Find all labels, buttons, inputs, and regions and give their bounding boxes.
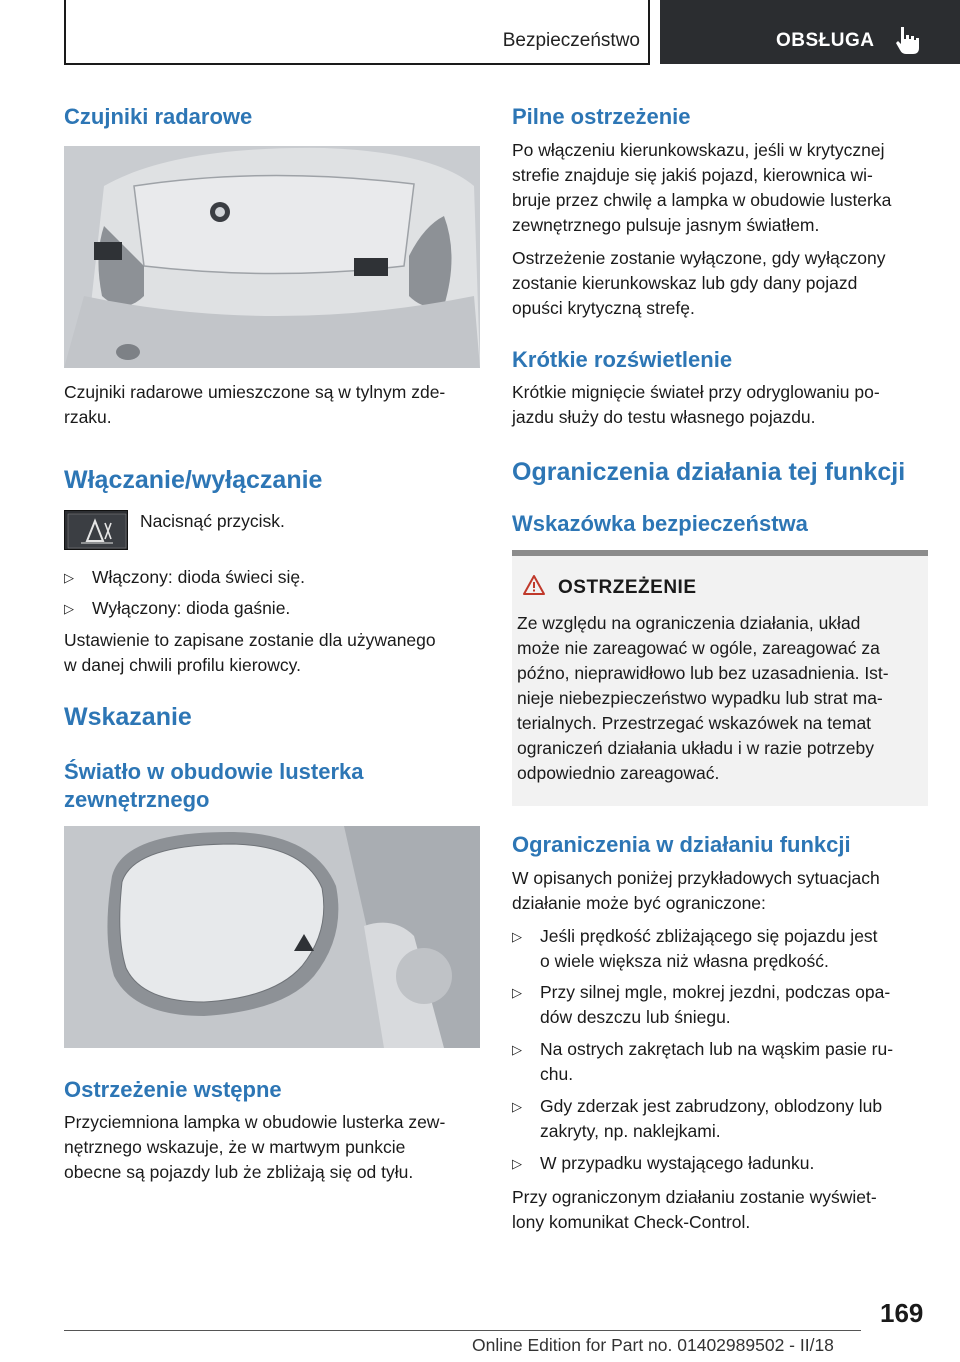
warning-title: OSTRZEŻENIE	[558, 577, 697, 598]
footer-edition: Online Edition for Part no. 01402989502 - II/18	[472, 1335, 834, 1355]
warning-off-line-1: Ostrzeżenie zostanie wyłączone, gdy wyłączony	[512, 248, 886, 268]
setting-note	[64, 628, 482, 678]
warning-line-5: terialnych. Przestrzegać wskazówek na temat	[517, 713, 872, 733]
hand-pointer-icon	[892, 24, 922, 56]
heading-function-limits: Ograniczenia działania tej funkcji	[512, 458, 906, 486]
bullet-triangle-icon: ▷	[512, 1099, 522, 1114]
list-item-line: o wiele większa niż własna prędkość.	[540, 951, 829, 971]
footer-rule	[64, 1330, 861, 1331]
short-flash-line-2: jazdu służy do testu własnego pojazdu.	[512, 407, 816, 427]
warning-off-line-2: zostanie kierunkowskaz lub gdy dany pojazd	[512, 273, 858, 293]
warning-line-7: odpowiednio zareagować.	[517, 763, 720, 783]
list-item-text	[540, 1037, 893, 1087]
bullet-triangle-icon: ▷	[64, 570, 74, 585]
warning-line-2: może nie zareagować w ogóle, zareagować za	[517, 638, 880, 658]
exterior-mirror-image	[64, 826, 480, 1048]
heading-on-off: Włączanie/wyłączanie	[64, 466, 323, 494]
pre-warning-line-3: obecne są pojazdy lub że zbliżają się od tyłu.	[64, 1162, 414, 1182]
list-item-line: dów deszczu lub śniegu.	[540, 1007, 731, 1027]
list-item-text: Wyłączony: dioda gaśnie.	[92, 598, 291, 618]
heading-short-flash: Krótkie rozświetlenie	[512, 347, 733, 372]
page-number: 169	[880, 1298, 924, 1328]
rear-bumper-radar-image	[64, 146, 480, 368]
short-flash-text	[512, 380, 930, 430]
list-item	[512, 1037, 930, 1087]
warning-off-line-3: opuści krytyczną strefę.	[512, 298, 695, 318]
lane-change-warning-button-icon	[64, 510, 128, 550]
pre-warning-text	[64, 1110, 482, 1185]
check-control-line-1: Przy ograniczonym działaniu zostanie wyświet-	[512, 1187, 877, 1207]
list-item	[512, 980, 930, 1030]
pre-warning-line-1: Przyciemniona lampka w obudowie lusterka zew-	[64, 1112, 446, 1132]
urgent-warning-line-1: Po włączeniu kierunkowskazu, jeśli w krytycznej	[512, 140, 885, 160]
list-item-text: Włączony: dioda świeci się.	[92, 567, 305, 587]
header-rule-bottom	[64, 63, 650, 65]
bullet-triangle-icon: ▷	[64, 601, 74, 616]
list-item-text	[540, 980, 890, 1030]
header-section-title: Bezpieczeństwo	[502, 30, 640, 51]
heading-mirror-light	[64, 758, 364, 814]
bullet-triangle-icon: ▷	[512, 1156, 522, 1171]
list-item-text	[540, 1094, 882, 1144]
radar-caption-line-2: rzaku.	[64, 407, 112, 427]
urgent-warning-text	[512, 138, 930, 238]
header-chapter-title: OBSŁUGA	[776, 30, 875, 51]
bullet-triangle-icon: ▷	[512, 985, 522, 1000]
setting-note-line-2: w danej chwili profilu kierowcy.	[64, 655, 301, 675]
radar-caption-line-1: Czujniki radarowe umieszczone są w tylnym zde-	[64, 382, 446, 402]
list-item-text: W przypadku wystającego ładunku.	[540, 1153, 815, 1173]
list-item-line: chu.	[540, 1064, 574, 1084]
list-item	[512, 1094, 930, 1144]
press-button-text: Nacisnąć przycisk.	[140, 511, 285, 531]
heading-urgent-warning: Pilne ostrzeżenie	[512, 104, 691, 129]
list-item	[512, 924, 930, 974]
short-flash-line-1: Krótkie mignięcie świateł przy odryglowaniu po-	[512, 382, 880, 402]
header-rule-right	[648, 0, 650, 64]
list-item-line: Przy silnej mgle, mokrej jezdni, podczas opa-	[540, 982, 891, 1002]
bullet-triangle-icon: ▷	[512, 929, 522, 944]
urgent-warning-line-2: strefie znajduje się jakiś pojazd, kierownica wi-	[512, 165, 873, 185]
check-control-note	[512, 1185, 930, 1235]
setting-note-line-1: Ustawienie to zapisane zostanie dla używanego	[64, 630, 436, 650]
heading-mirror-light-line-2: zewnętrznego	[64, 787, 210, 812]
header-rule-left	[64, 0, 66, 64]
bullet-triangle-icon: ▷	[512, 1042, 522, 1057]
urgent-warning-line-3: bruje przez chwilę a lampka w obudowie lusterka	[512, 190, 892, 210]
heading-safety-note: Wskazówka bezpieczeństwa	[512, 511, 808, 536]
warning-line-3: późno, nieprawidłowo lub bez uzasadnienia. Ist-	[517, 663, 889, 683]
list-item-text	[540, 924, 878, 974]
restrictions-intro	[512, 866, 930, 916]
check-control-line-2: lony komunikat Check-Control.	[512, 1212, 751, 1232]
list-item-line: zakryty, np. naklejkami.	[540, 1121, 721, 1141]
warning-line-4: nieje niebezpieczeństwo wypadku lub strat ma-	[517, 688, 883, 708]
radar-caption	[64, 380, 482, 430]
warning-line-6: ograniczeń działania układu i w razie potrzeby	[517, 738, 875, 758]
list-item	[512, 1151, 930, 1176]
urgent-warning-line-4: zewnętrznego pulsuje jasnym światłem.	[512, 215, 820, 235]
restrictions-intro-line-1: W opisanych poniżej przykładowych sytuacjach	[512, 868, 880, 888]
warning-triangle-icon	[522, 574, 546, 596]
heading-display: Wskazanie	[64, 703, 192, 731]
heading-function-restrictions: Ograniczenia w działaniu funkcji	[512, 832, 851, 857]
list-item-line: Gdy zderzak jest zabrudzony, oblodzony lub	[540, 1096, 883, 1116]
warning-line-1: Ze względu na ograniczenia działania, układ	[517, 613, 861, 633]
pre-warning-line-2: nętrznego wskazuje, że w martwym punkcie	[64, 1137, 406, 1157]
list-item-line: Na ostrych zakrętach lub na wąskim pasie ru-	[540, 1039, 894, 1059]
warning-off-text	[512, 246, 930, 321]
warning-text	[517, 611, 927, 786]
list-item-line: Jeśli prędkość zbliżającego się pojazdu jest	[540, 926, 878, 946]
restrictions-intro-line-2: działanie może być ograniczone:	[512, 893, 766, 913]
heading-pre-warning: Ostrzeżenie wstępne	[64, 1077, 282, 1102]
heading-radar-sensors: Czujniki radarowe	[64, 104, 253, 129]
heading-mirror-light-line-1: Światło w obudowie lusterka	[64, 759, 364, 784]
